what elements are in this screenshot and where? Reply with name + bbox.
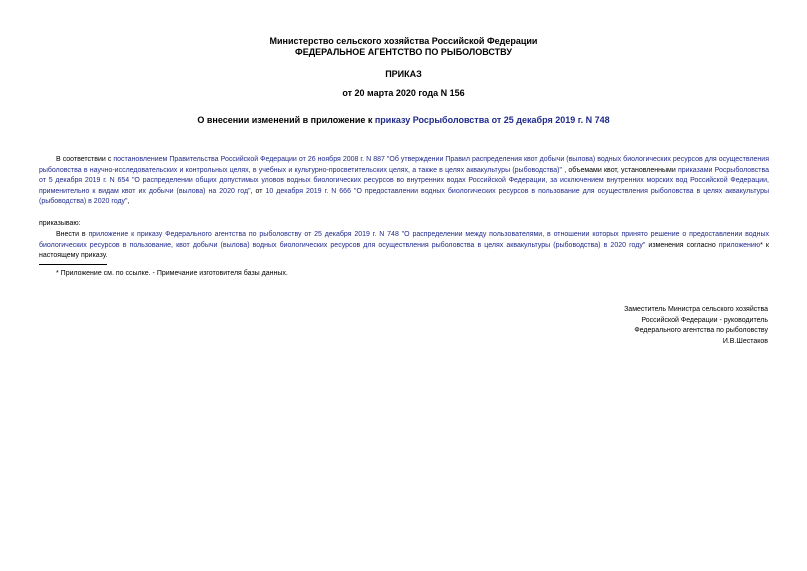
signature-line-3: Федерального агентства по рыболовству: [634, 327, 768, 335]
paragraph-basis-text-3: , от: [250, 187, 266, 195]
paragraph-basis-text-4: ,: [127, 198, 130, 206]
agency-name: ФЕДЕРАЛЬНОЕ АГЕНТСТВО ПО РЫБОЛОВСТВУ: [295, 47, 512, 57]
link-resolution-887[interactable]: постановлением Правительства Российской Федерации от 26 ноября 2008 г. N 887 "Об утверждении Правил распределения квот добычи (вылова) водных биологических ресурсов для осуществления рыболовства в научно-исследовательских и контрольных целях, в учебных и культурно-просветительских целях, а также в целях аквакультуры (рыбоводства)": [39, 156, 769, 174]
paragraph-basis-text-1: В соответствии с: [56, 156, 114, 163]
ministry-name: Министерство сельского хозяйства Российской Федерации: [269, 36, 538, 46]
paragraph-basis: [39, 155, 769, 208]
paragraph-basis-text-2: , объемами квот, установленными: [562, 166, 678, 174]
paragraph-order-text-1: Внести в: [56, 231, 89, 238]
link-order-654[interactable]: приказами Росрыболовства от 5 декабря 2019 г. N 654 "О распределении общих допустимых уловов водных биологических ресурсов во внутренних водах Российской Федерации, за исключением внутренних морских вод Российской Федерации, применительно к видам квот их добычи (вылова) на 2020 год": [39, 166, 770, 195]
link-appendix[interactable]: приложению: [718, 241, 761, 249]
paragraph-order-text-3: * к настоящему приказу.: [39, 241, 769, 260]
signature-line-1: Заместитель Министра сельского хозяйства: [624, 306, 768, 313]
title-text: О внесении изменений в приложение к: [197, 115, 375, 125]
footnote: * Приложение см. по ссылке. - Примечание изготовителя базы данных.: [56, 270, 288, 277]
signature-block: [568, 305, 768, 347]
document-type: ПРИКАЗ: [385, 69, 422, 79]
document-date-number: от 20 марта 2020 года N 156: [342, 88, 465, 98]
footnote-separator: [39, 264, 107, 265]
title-link-order-748[interactable]: приказу Росрыболовства от 25 декабря 2019 г. N 748: [374, 115, 610, 125]
signature-name: И.В.Шестаков: [722, 337, 768, 345]
document-title: [0, 115, 807, 125]
link-order-666[interactable]: 10 декабря 2019 г. N 666 "О предоставлении водных биологических ресурсов в пользование для осуществления рыболовства в целях аквакультуры (рыбоводства) в 2020 году": [39, 187, 769, 206]
order-word: приказываю:: [39, 220, 81, 227]
paragraph-order-text-2: изменения согласно: [645, 241, 719, 249]
paragraph-order: [39, 230, 769, 262]
link-appendix-order-748[interactable]: приложение к приказу Федерального агентства по рыболовству от 25 декабря 2019 г. N 748 "О распределении между пользователями, в отношении которых принято решение о предоставлении водных биологических ресурсов в пользование, квот добычи (вылова) водных биологических ресурсов для осуществления рыболовства в целях аквакультуры (рыбоводства) в 2020 году": [39, 231, 770, 249]
signature-line-2: Российской Федерации - руководитель: [641, 316, 768, 324]
